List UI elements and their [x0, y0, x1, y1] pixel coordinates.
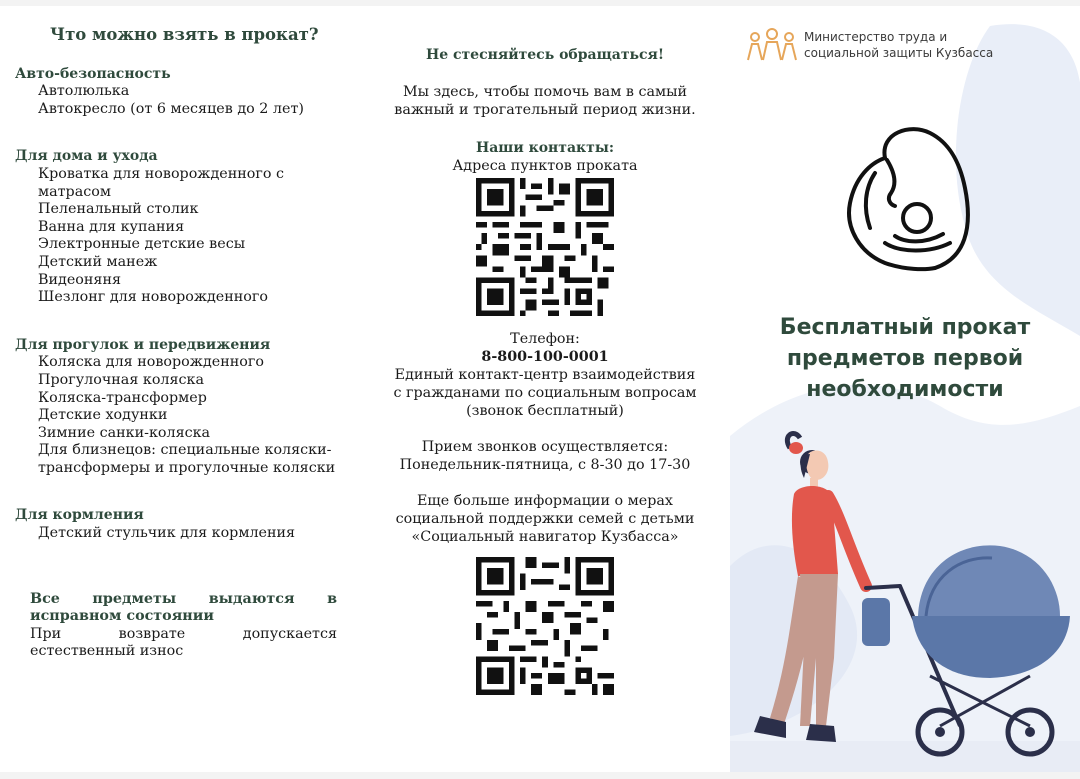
section-heading: Авто-безопасность	[15, 65, 171, 82]
rental-points-label: Адреса пунктов проката	[452, 158, 638, 174]
intro-text: Мы здесь, чтобы помочь вам в самый важный и трогательный период жизни.	[394, 84, 696, 118]
section-home-care	[15, 148, 337, 306]
section-heading: Для кормления	[15, 507, 144, 524]
rental-points-qr-code[interactable]	[476, 178, 614, 316]
section-auto-safety	[15, 66, 337, 119]
section-walks	[15, 337, 337, 478]
hours-value: Понедельник-пятница, с 8-30 до 17-30	[399, 457, 691, 473]
ministry-name-line1: Министерство труда и	[804, 30, 948, 44]
ministry-name-line2: социальной защиты Кузбасса	[804, 46, 994, 60]
ministry-logo	[746, 28, 993, 62]
section-feeding	[15, 507, 337, 542]
list-item: Коляска для новорожденного	[38, 354, 264, 371]
contacts-heading: Наши контакты:	[475, 140, 615, 156]
contact-invite-heading: Не стесняйтесь обращаться!	[425, 47, 665, 63]
leaflet-page	[0, 6, 1080, 772]
list-item: Коляска-трансформер	[38, 389, 207, 406]
list-item: Детские ходунки	[38, 407, 168, 424]
note-heading: Все предметы выдаются в исправном состоянии	[30, 590, 337, 625]
list-item: Детский стульчик для кормления	[38, 525, 296, 542]
section-heading: Для дома и ухода	[15, 148, 158, 165]
contact-center-text: Единый контакт-центр взаимодействия с гражданами по социальным вопросам (звонок бесплатный)	[393, 367, 697, 419]
rental-items-column	[15, 26, 337, 661]
list-item: Шезлонг для новорожденного	[38, 289, 269, 306]
note-text: При возврате допускается естественный износ	[30, 625, 337, 660]
list-item: Автолюлька	[38, 83, 130, 100]
list-item: Детский манеж	[38, 253, 158, 270]
hours-label: Прием звонков осуществляется:	[421, 439, 669, 455]
social-navigator-qr-code[interactable]	[476, 557, 614, 695]
contacts-column	[390, 46, 700, 695]
phone-number[interactable]: 8-800-100-0001	[481, 349, 609, 365]
section-heading: Для прогулок и передвижения	[15, 336, 271, 353]
list-item: Пеленальный столик	[38, 201, 199, 218]
rental-items-title: Что можно взять в прокат?	[50, 25, 319, 44]
social-navigator-text: Еще больше информации о мерах социальной поддержки семей с детьми «Социальный навигатор Кузбасса»	[395, 493, 695, 545]
family-logo-icon	[746, 28, 798, 62]
list-item: Видеоняня	[38, 271, 122, 288]
list-item: Для близнецов: специальные коляски-трансформеры и прогулочные коляски	[38, 442, 336, 476]
condition-note	[15, 591, 337, 661]
list-item: Зимние санки-коляска	[38, 424, 211, 441]
cover-panel	[730, 6, 1080, 772]
cover-title: Бесплатный прокат предметов первой необходимости	[779, 315, 1031, 402]
list-item: Автокресло (от 6 месяцев до 2 лет)	[38, 100, 304, 117]
list-item: Прогулочная коляска	[38, 371, 204, 388]
list-item: Ванна для купания	[38, 218, 185, 235]
woman-with-stroller-illustration	[730, 426, 1080, 766]
mother-and-baby-icon	[825, 118, 985, 278]
phone-label: Телефон:	[510, 331, 580, 347]
list-item: Кроватка для новорожденного с матрасом	[38, 165, 285, 200]
list-item: Электронные детские весы	[38, 236, 246, 253]
